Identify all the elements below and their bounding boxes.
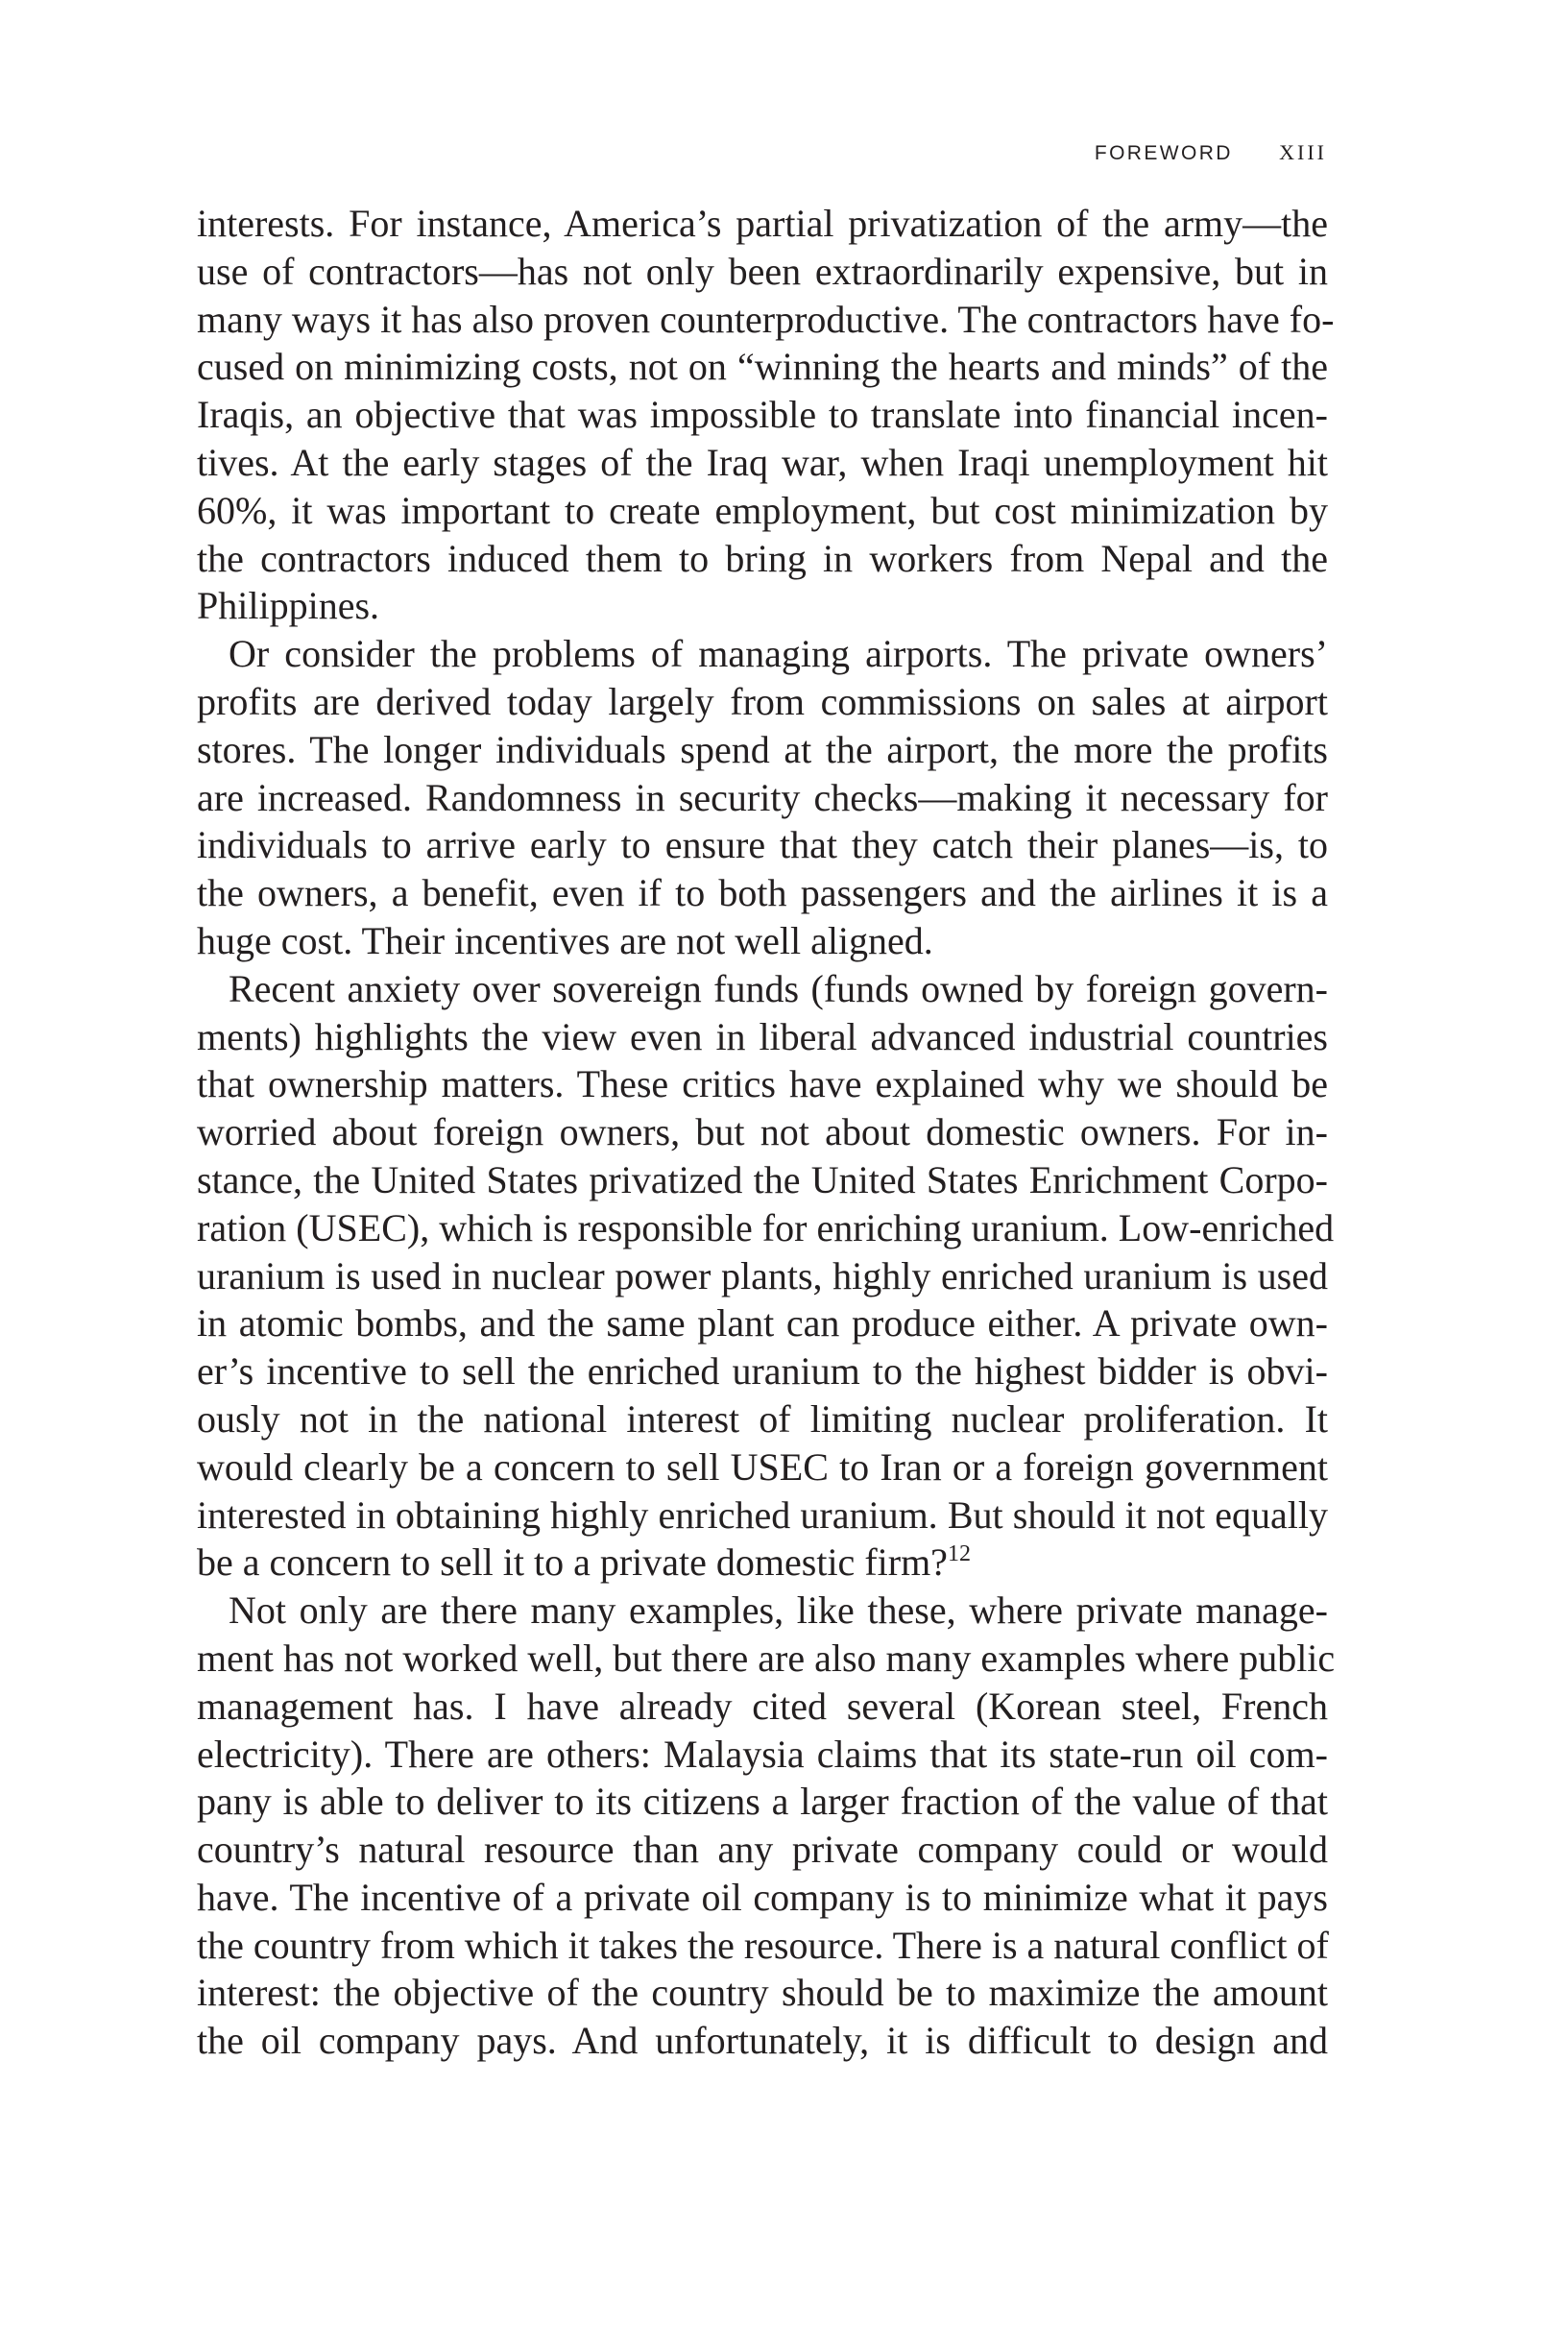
text-line: have. The incentive of a private oil company is to minimize what it pays [197,1875,1328,1919]
text-line: profits are derived today largely from commissions on sales at airport [197,679,1328,723]
text-line: the country from which it takes the resource. There is a natural conflict of [197,1923,1329,1967]
text-line: individuals to arrive early to ensure that they catch their planes—is, to [197,823,1328,867]
text-line: would clearly be a concern to sell USEC to Iran or a foreign government [197,1444,1328,1489]
body-text [197,200,1336,2065]
text-line: uranium is used in nuclear power plants, highly enriched uranium is used [197,1253,1328,1297]
text-line: ments) highlights the view even in liberal advanced industrial countries [197,1014,1328,1058]
text-line: country’s natural resource than any private company could or would [197,1828,1328,1872]
text-line: many ways it has also proven counterproductive. The contractors have fo- [197,297,1335,341]
text-line: ration (USEC), which is responsible for enriching uranium. Low-enriched [197,1205,1335,1249]
text-line: pany is able to deliver to its citizens a larger fraction of the value of that [197,1780,1328,1824]
text-line: Not only are there many examples, like these, where private manage- [229,1588,1328,1633]
text-line: electricity). There are others: Malaysia claims that its state-run oil com- [197,1732,1328,1776]
text-line: use of contractors—has not only been extraordinarily expensive, but in [197,249,1328,293]
footnote-reference[interactable]: 12 [947,1541,971,1567]
text-line: tives. At the early stages of the Iraq war, when Iraqi unemployment hit [197,440,1328,484]
text-line: interests. For instance, America’s partial privatization of the army—the [197,202,1328,245]
paragraph [197,1587,1336,2065]
text-line: Recent anxiety over sovereign funds (funds owned by foreign govern- [229,966,1328,1010]
text-line: Philippines. [197,584,380,628]
running-head-section: FOREWORD [1094,142,1233,164]
paragraph [197,630,1328,965]
text-line: the owners, a benefit, even if to both passengers and the airlines it is a [197,871,1328,915]
text-line: Iraqis, an objective that was impossible to translate into financial incen- [197,393,1328,437]
paragraph [197,965,1335,1587]
paragraph [197,200,1335,630]
text-line: interest: the objective of the country should be to maximize the amount [197,1971,1328,2015]
text-line: ously not in the national interest of limiting nuclear proliferation. It [197,1396,1328,1441]
text-line: huge cost. Their incentives are not well aligned. [197,918,933,962]
text-line: stance, the United States privatized the United States Enrichment Corpo- [197,1157,1328,1201]
text-line: be a concern to sell it to a private domestic firm? [197,1540,948,1585]
text-line: Or consider the problems of managing airports. The private owners’ [229,632,1328,676]
text-line-with-footnote [197,1539,1328,1587]
text-line: worried about foreign owners, but not about domestic owners. For in- [197,1110,1328,1154]
text-line: stores. The longer individuals spend at the airport, the more the profits [197,727,1328,771]
text-line: interested in obtaining highly enriched uranium. But should it not equally [197,1492,1328,1537]
text-line: management has. I have already cited several (Korean steel, French [197,1684,1328,1728]
text-line: ment has not worked well, but there are also many examples where public [197,1636,1336,1680]
text-line: that ownership matters. These critics have explained why we should be [197,1062,1328,1106]
text-line: 60%, it was important to create employment, but cost minimization by [197,488,1328,532]
text-line: in atomic bombs, and the same plant can produce either. A private own- [197,1301,1328,1346]
text-line: er’s incentive to sell the enriched uranium to the highest bidder is obvi- [197,1349,1328,1394]
text-line: are increased. Randomness in security checks—making it necessary for [197,775,1328,819]
page-number: XIII [1279,140,1327,164]
text-line: cused on minimizing costs, not on “winning the hearts and minds” of the [197,345,1328,389]
running-head [1095,140,1327,165]
text-line: the oil company pays. And unfortunately, it is difficult to design and [197,2019,1328,2063]
text-line: the contractors induced them to bring in workers from Nepal and the [197,536,1328,580]
